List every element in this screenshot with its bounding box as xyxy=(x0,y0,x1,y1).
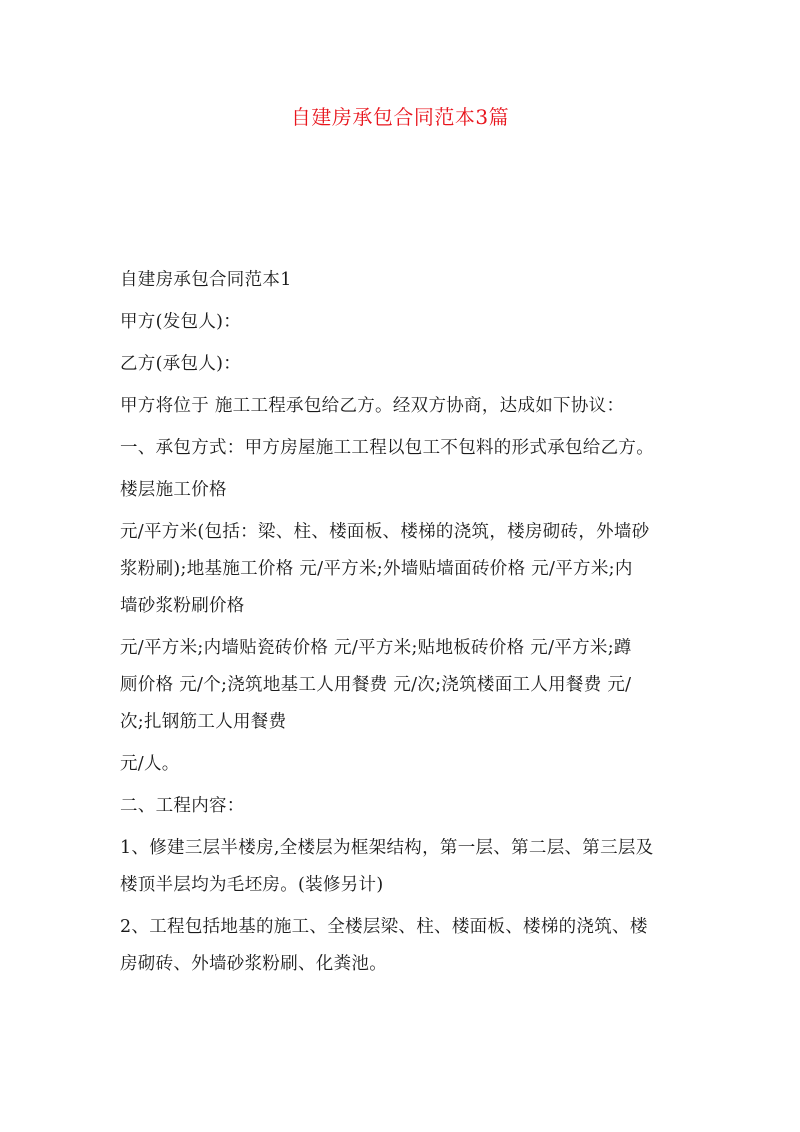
paragraph-line: 甲方(发包人)： xyxy=(120,312,242,332)
paragraph-line: 房砌砖、外墙砂浆粉刷、化粪池。 xyxy=(120,954,387,974)
paragraph-line: 次;扎钢筋工人用餐费 xyxy=(120,712,287,732)
paragraph-line: 浆粉刷);地基施工价格 元/平方米;外墙贴墙面砖价格 元/平方米;内 xyxy=(120,559,633,579)
document-body xyxy=(120,268,700,994)
paragraph-line: 墙砂浆粉刷价格 xyxy=(120,596,245,616)
paragraph-line: 二、工程内容： xyxy=(120,796,245,816)
paragraph-line: 1、修建三层半楼房,全楼层为框架结构，第一层、第二层、第三层及 xyxy=(120,838,654,858)
paragraph-line: 元/平方米(包括：梁、柱、楼面板、楼梯的浇筑，楼房砌砖，外墙砂 xyxy=(120,522,650,542)
paragraph-line: 楼层施工价格 xyxy=(120,480,227,500)
paragraph-line: 自建房承包合同范本1 xyxy=(120,270,292,290)
document-title: 自建房承包合同范本3篇 xyxy=(290,105,510,129)
paragraph-line: 一、承包方式：甲方房屋施工工程以包工不包料的形式承包给乙方。 xyxy=(120,438,654,458)
paragraph-line: 元/平方米;内墙贴瓷砖价格 元/平方米;贴地板砖价格 元/平方米;蹲 xyxy=(120,638,632,658)
paragraph-line: 楼顶半层均为毛坯房。(装修另计) xyxy=(120,875,384,895)
paragraph-line: 甲方将位于 施工工程承包给乙方。经双方协商，达成如下协议： xyxy=(120,396,625,416)
paragraph-line: 厕价格 元/个;浇筑地基工人用餐费 元/次;浇筑楼面工人用餐费 元/ xyxy=(120,675,632,695)
paragraph-line: 乙方(承包人)： xyxy=(120,354,242,374)
paragraph-line: 元/人。 xyxy=(120,754,180,774)
paragraph-line: 2、工程包括地基的施工、全楼层梁、柱、楼面板、楼梯的浇筑、楼 xyxy=(120,917,648,937)
